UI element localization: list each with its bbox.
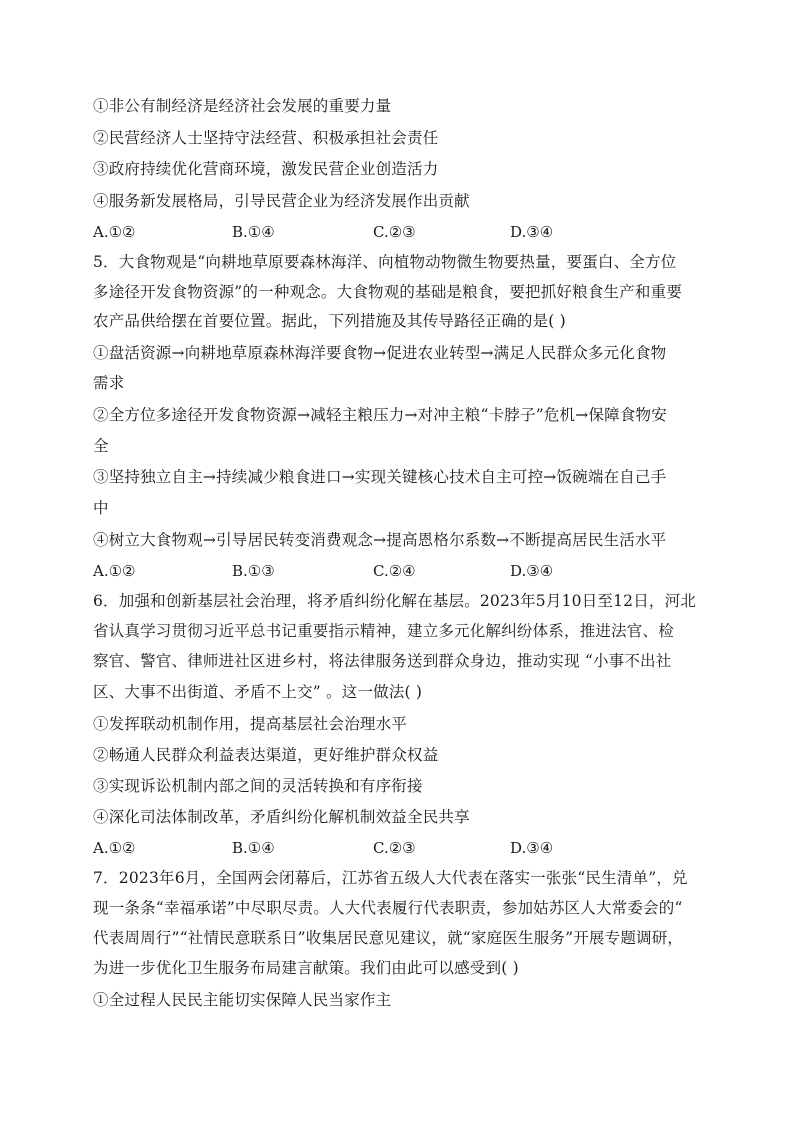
q6-item-1: ①发挥联动机制作用，提高基层社会治理水平 [93,715,408,733]
q5-option-b: B.①③ [232,562,275,580]
q5-stem-line-3: 农产品供给摆在首要位置。据此，下列措施及其传导路径正确的是( ) [93,312,566,330]
q5-stem-line-1: 5．大食物观是“向耕地草原要森林海洋、向植物动物微生物要热量，要蛋白、全方位 [93,253,677,271]
q7-stem-line-3: 代表周周行”“社情民意联系日”收集居民意见建议，就“家庭医生服务”开展专题调研， [93,929,684,947]
q5-item-3-cont: 中 [93,499,109,517]
q5-item-1-cont: 需求 [93,374,125,392]
q7-stem-line-4: 为进一步优化卫生服务布局建言献策。我们由此可以感受到( ) [93,959,519,977]
q5-option-c: C.②④ [373,562,416,580]
q4-option-b: B.①④ [232,223,275,241]
q4-option-a: A.①② [93,223,136,241]
q6-stem-line-1: 6．加强和创新基层社会治理，将矛盾纠纷化解在基层。2023年5月10日至12日，河北 [93,592,697,610]
q4-item-1: ①非公有制经济是经济社会发展的重要力量 [93,97,392,115]
q4-option-d: D.③④ [510,223,554,241]
q5-option-d: D.③④ [510,562,554,580]
q4-item-4: ④服务新发展格局，引导民营企业为经济发展作出贡献 [93,192,470,210]
q4-item-2: ②民营经济人士坚持守法经营、积极承担社会责任 [93,129,439,147]
q6-item-2: ②畅通人民群众利益表达渠道，更好维护群众权益 [93,746,439,764]
q4-item-3: ③政府持续优化营商环境，激发民营企业创造活力 [93,160,439,178]
q6-stem-line-4: 区、大事不出街道、矛盾不上交” 。这一做法( ) [93,683,423,701]
q5-item-3: ③坚持独立自主→持续减少粮食进口→实现关键核心技术自主可控→饭碗端在自己手 [93,468,667,486]
q6-item-3: ③实现诉讼机制内部之间的灵活转换和有序衔接 [93,777,423,795]
q7-stem-line-1: 7．2023年6月，全国两会闭幕后，江苏省五级人大代表在落实一张张“民生清单”，兑 [93,869,688,887]
q6-option-c: C.②③ [373,839,416,857]
q7-item-1: ①全过程人民民主能切实保障人民当家作主 [93,991,392,1009]
q5-stem-line-2: 多途径开发食物资源”的一种观念。大食物观的基础是粮食，要把抓好粮食生产和重要 [93,283,683,301]
q6-option-a: A.①② [93,839,136,857]
q6-stem-line-2: 省认真学习贯彻习近平总书记重要指示精神，建立多元化解纠纷体系，推进法官、检 [93,622,674,640]
q5-item-1: ①盘活资源→向耕地草原森林海洋要食物→促进农业转型→满足人民群众多元化食物 [93,344,667,362]
q4-option-c: C.②③ [373,223,416,241]
q5-item-2: ②全方位多途径开发食物资源→减轻主粮压力→对冲主粮“卡脖子”危机→保障食物安 [93,406,667,424]
q5-item-2-cont: 全 [93,437,109,455]
q6-option-b: B.①④ [232,839,275,857]
q6-item-4: ④深化司法体制改革，矛盾纠纷化解机制效益全民共享 [93,808,470,826]
q5-option-a: A.①② [93,562,136,580]
q6-stem-line-3: 察官、警官、律师进社区进乡村，将法律服务送到群众身边，推动实现 “小事不出社 [93,652,672,670]
q6-option-d: D.③④ [510,839,554,857]
q7-stem-line-2: 现一条条“幸福承诺”中尽职尽责。人大代表履行代表职责，参加姑苏区人大常委会的“ [93,899,683,917]
q5-item-4: ④树立大食物观→引导居民转变消费观念→提高恩格尔系数→不断提高居民生活水平 [93,531,667,549]
